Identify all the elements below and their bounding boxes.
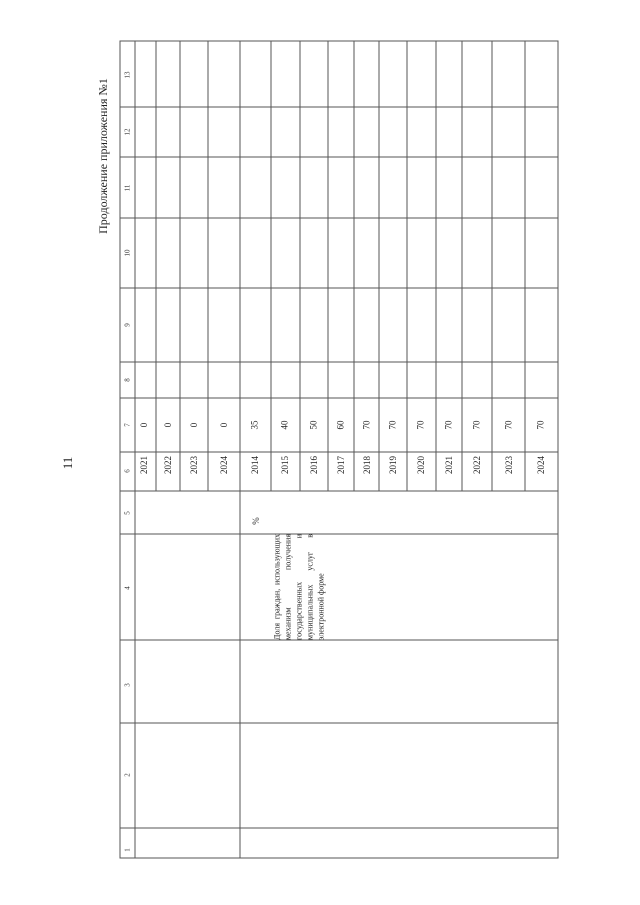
value-cell: 40	[279, 420, 290, 430]
column-header-9: 9	[123, 323, 132, 327]
column-header-5: 5	[123, 511, 132, 515]
page-number: 11	[60, 456, 75, 470]
column-header-2: 2	[123, 773, 132, 777]
value-cell: 0	[163, 422, 173, 428]
year-cell: 2018	[362, 456, 372, 474]
value-cell: 70	[503, 420, 514, 430]
column-header-11: 11	[123, 184, 132, 192]
value-cell: 0	[189, 422, 199, 428]
value-cell: 0	[139, 422, 149, 428]
column-header-6: 6	[123, 469, 132, 473]
column-header-7: 7	[123, 423, 132, 427]
value-cell: 70	[361, 420, 372, 430]
column-header-10: 10	[123, 249, 132, 257]
year-cell: 2021	[444, 456, 454, 474]
year-cell: 2024	[219, 456, 229, 474]
value-cell: 60	[335, 420, 346, 430]
year-cell: 2016	[309, 456, 319, 474]
indicator-cell	[243, 534, 355, 640]
value-cell: 50	[308, 420, 319, 430]
year-cell: 2019	[388, 456, 398, 474]
value-cell: 70	[443, 420, 454, 430]
year-cell: 2015	[280, 456, 290, 474]
year-cell: 2021	[139, 456, 149, 474]
unit-cell: %	[251, 517, 261, 525]
column-header-1: 1	[123, 848, 132, 852]
value-cell: 70	[387, 420, 398, 430]
year-cell: 2023	[189, 456, 199, 474]
column-header-4: 4	[123, 586, 132, 590]
year-cell: 2017	[336, 456, 346, 474]
value-cell: 70	[471, 420, 482, 430]
value-cell: 70	[535, 420, 546, 430]
indicator-name: Доля граждан, использующих механизм получения государственных и муниципальных услуг в электронной форме	[272, 534, 326, 640]
year-cell: 2020	[416, 456, 426, 474]
year-cell: 2022	[163, 456, 173, 474]
column-header-12: 12	[123, 128, 132, 136]
page-title: Продолжение приложения №1	[96, 78, 110, 234]
column-header-3: 3	[123, 683, 132, 687]
year-cell: 2024	[536, 456, 546, 474]
year-cell: 2022	[472, 456, 482, 474]
year-cell: 2023	[504, 456, 514, 474]
column-header-8: 8	[123, 378, 132, 382]
value-cell: 0	[219, 422, 229, 428]
year-cell: 2014	[250, 456, 260, 474]
value-cell: 35	[249, 420, 260, 430]
value-cell: 70	[415, 420, 426, 430]
column-header-13: 13	[123, 71, 132, 79]
